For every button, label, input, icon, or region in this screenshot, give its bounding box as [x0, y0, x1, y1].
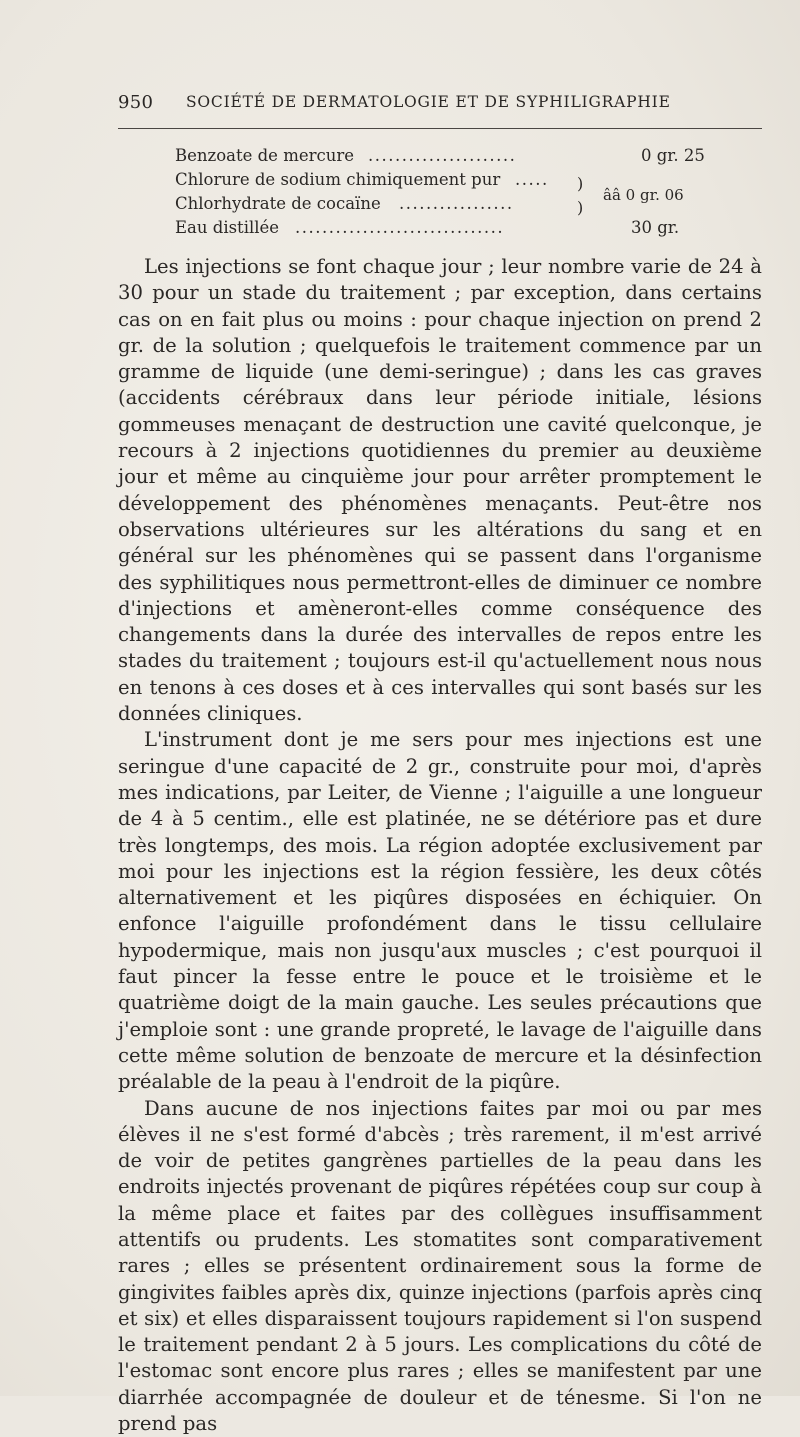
ingredient-name: Benzoate de mercure	[175, 146, 354, 165]
formula-row	[175, 146, 735, 170]
header-rule	[118, 128, 762, 129]
leader-dots: ...............................	[295, 218, 504, 237]
ingredient-name: Chlorhydrate de cocaïne	[175, 194, 381, 213]
running-head	[118, 92, 708, 118]
paragraph: L'instrument dont je me sers pour mes injections est une seringue d'une capacité de 2 gr., construite pour moi, d'après mes indications, par Leiter, de Vienne ; l'aiguille a une longueur de 4 à 5 centim., elle est platinée, ne se détériore pas et dure très longtemps, des mois. La région adoptée exclusivement par moi pour les injections est la région fessière, les deux côtés alternativement et les piqûres disposées en échiquier. On enfonce l'aiguille profondément dans le tissu cellulaire hypodermique, mais non jusqu'aux muscles ; c'est pourquoi il faut pincer la fesse entre le pouce et le troisième et le quatrième doigt de la main gauche. Les seules précautions que j'emploie sont : une grande propreté, le lavage de l'aiguille dans cette même solution de benzoate de mercure et la désinfection préalable de la peau à l'endroit de la piqûre.	[118, 727, 762, 1095]
prescription-formula: Benzoate de mercure ...................... 0 gr. 25 Chlorure de sodium chimiquement pur ..... Chlorhydrate de cocaïne ................. Eau distillée ............................... 30 gr. ) ) ââ 0 gr. 06	[175, 146, 735, 242]
ingredient-quantity: 30 gr.	[631, 218, 679, 237]
page-number: 950	[118, 92, 153, 113]
running-title: SOCIÉTÉ DE DERMATOLOGIE ET DE SYPHILIGRAPHIE	[186, 93, 671, 111]
leader-dots: .....	[515, 170, 549, 189]
body-text	[118, 254, 762, 1437]
ingredient-name: Chlorure de sodium chimiquement pur	[175, 170, 500, 189]
leader-dots: .................	[399, 194, 514, 213]
ingredient-name: Eau distillée	[175, 218, 279, 237]
braced-quantity: ââ 0 gr. 06	[603, 186, 684, 204]
leader-dots: ......................	[368, 146, 516, 165]
formula-row	[175, 218, 735, 242]
paragraph: Dans aucune de nos injections faites par moi ou par mes élèves il ne s'est formé d'abcès ; très rarement, il m'est arrivé de voir de petites gangrènes partielles de la peau dans les endroits injectés provenant de piqûres répétées coup sur coup à la même place et faites par des collègues insuffisamment attentifs ou prudents. Les stomatites sont comparativement rares ; elles se présentent ordinairement sous la forme de gingivites faibles après dix, quinze injections (parfois après cinq et six) et elles disparaissent toujours rapidement si l'on suspend le traitement pendant 2 à 5 jours. Les complications du côté de l'estomac sont encore plus rares ; elles se manifestent par une diarrhée accompagnée de douleur et de ténesme. Si l'on ne prend pas	[118, 1096, 762, 1437]
ingredient-quantity: 0 gr. 25	[641, 146, 705, 165]
paragraph: Les injections se font chaque jour ; leur nombre varie de 24 à 30 pour un stade du traitement ; par exception, dans certains cas on en fait plus ou moins : pour chaque injection on prend 2 gr. de la solution ; quelquefois le traitement commence par un gramme de liquide (une demi-seringue) ; dans les cas graves (accidents cérébraux dans leur période initiale, lésions gommeuses menaçant de destruction une cavité quelconque, je recours à 2 injections quotidiennes du premier au deuxième jour et même au cinquième jour pour arrêter promptement le développement des phénomènes menaçants. Peut-être nos observations ultérieures sur les altérations du sang et en général sur les phénomènes qui se passent dans l'organisme des syphilitiques nous permettront-elles de diminuer ce nombre d'injections et amèneront-elles comme conséquence des changements dans la durée des intervalles de repos entre les stades du traitement ; toujours est-il qu'actuellement nous nous en tenons à ces doses et à ces intervalles qui sont basés sur les données cliniques.	[118, 254, 762, 727]
